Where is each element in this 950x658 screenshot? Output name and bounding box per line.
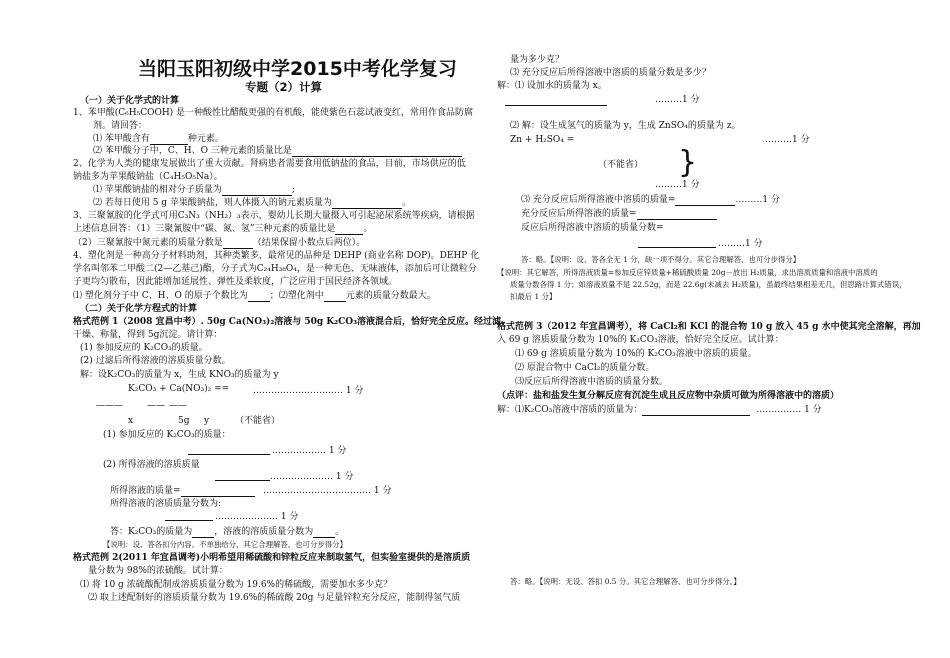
question-1-line-2: 剂。请回答： <box>93 121 148 131</box>
answer-blank[interactable] <box>192 528 214 538</box>
question-1-line-1: 1、苯甲酸(C₆H₅COOH) 是一种酸性比醋酸更强的有机酸，能使紫色石蕊试液变红，常用作食品防腐 <box>73 108 474 118</box>
example-3-score: …………… 1 分 <box>756 405 822 415</box>
example-1-answer <box>110 527 344 538</box>
example-3-question-1: ⑴ 69 g 溶质质量分数为 10%的 K₂CO₃溶液中溶质的质量。 <box>515 349 757 359</box>
section-heading-formula: （一）关于化学式的计算 <box>80 96 180 106</box>
sub-question-1: (1) 参加反应的 K₂CO₃的质量： <box>103 430 231 440</box>
question-3-line-3 <box>73 238 365 249</box>
answer-blank[interactable] <box>637 210 717 220</box>
example-2-answer: 答：略。【说明：设、答各全无 1 分，缺一项不得分。其它合理解答、也可分步得分】 <box>521 255 801 264</box>
example-2-note-line-1: 【说明：其它解答，所得溶液质量=参加反应锌质量+稀硫酸质量 20g－放出 H₂质量，求出溶质质量和溶液中溶质的 <box>497 268 878 277</box>
question-1-part-2-text: ⑵ 苯甲酸分子中，C、H、O 三种元素的质量比是 <box>93 146 292 156</box>
question-1-part-1 <box>93 134 224 145</box>
example-1-line-2: 干燥、称量，得到 5g沉淀。请计算： <box>73 330 223 340</box>
example-1-answer-c: 。 <box>335 527 345 537</box>
question-4-line-2: 学名叫邻苯二甲酸二(2—乙基己)酯，分子式为C₂₄H₃₈O₄，是一种无色、无味液体，添加后可让微粒分 <box>73 264 477 274</box>
question-4-part-2-text: ；⑵塑化剂中 <box>269 291 324 301</box>
mass-5g: 5g <box>178 416 190 426</box>
dash-mark: —— <box>169 401 187 411</box>
question-2-part-1: ⑴ 苹果酸钠盐的相对分子质量为 ; <box>93 185 295 195</box>
solute-mass-label: ⑶ 充分反应后所得溶液中溶质的质量= <box>521 195 676 205</box>
mass-y: y <box>204 416 210 426</box>
answer-blank[interactable] <box>675 196 735 206</box>
question-4-line-3: 子更均匀散布，因此能增加延展性、弹性及柔软度，广泛应用于国民经济各领域。 <box>73 277 398 287</box>
question-4-line-4 <box>73 291 436 302</box>
example-3-question-3: ⑶反应后所得溶液中溶质的质量分数。 <box>515 377 669 387</box>
example-1-note: 【说明：设、答各扣分内容。不单独给分，其它合理解答、也可分步得分】 <box>103 540 347 549</box>
example-2-solution-2: ⑵ 解：设生成氢气的质量为 y，生成 ZnSO₄的质量为 z。 <box>510 121 741 131</box>
question-2-part-1-text: ⑴ 苹果酸钠盐的相对分子质量为 <box>93 185 222 195</box>
score-dots: ………………… 1 分 <box>270 472 354 482</box>
solution-mass <box>110 486 255 497</box>
question-1-part-2 <box>93 146 462 157</box>
example-1-answer-a: 答：K₂CO₃的质量为 <box>110 527 193 537</box>
example-2-question-3: ⑶ 充分反应后所得溶液中溶质的质量分数是多少？ <box>510 68 711 78</box>
question-3-part-1-text: 上述信息回答：（1）三聚氰胺中“碳、氮、氢”三种元素的质量比是 <box>73 224 336 234</box>
example-1-question-2: (2) 过滤后所得溶液的溶质质量分数。 <box>80 356 231 366</box>
question-3-line-1: 3、三聚氰胺的化学式可用C₃N₃（NH₂）₃表示，婴幼儿长期大量摄入可引起泌尿系统等疾病，请根据 <box>73 211 475 221</box>
answer-blank[interactable] <box>150 135 188 145</box>
answer-blank[interactable] <box>223 239 253 249</box>
answer-blank[interactable] <box>313 528 335 538</box>
example-2-question-2-cont: 量为多少克？ <box>510 55 565 65</box>
example-3-line-2: 入 69 g 溶质质量分数为 10%的 K₂CO₃溶液，恰好完全反应。试计算： <box>497 335 784 345</box>
example-2-question-1: ⑴ 将 10 g 浓硫酸配制成溶质质量分数为 19.6%的稀硫酸，需要加水多少克？ <box>80 580 393 590</box>
solute-mass-score: ………1 分 <box>735 195 780 205</box>
score-dots: ………1 分 <box>718 239 763 249</box>
page-subtitle: 专题（2）计算 <box>245 80 323 94</box>
section-heading-equation: （二）关于化学方程式的计算 <box>80 304 198 314</box>
example-1-answer-b: ，溶液的溶质质量分数为 <box>214 527 314 537</box>
answer-blank[interactable] <box>181 487 255 497</box>
page-title: 当阳玉阳初级中学2015中考化学复习 <box>138 58 457 80</box>
question-2-part-2-tail: 。 <box>401 198 411 208</box>
mass-x: x <box>128 416 134 426</box>
answer-blank[interactable] <box>222 186 292 196</box>
question-2-part-2-text: ⑵ 若每日使用 5 g 苹果酸钠盐，则人体摄入的钠元素质量为 <box>93 198 332 208</box>
solution-mass-right-label: 充分反应后所得溶液的质量= <box>521 209 637 219</box>
brace-symbol: } <box>678 145 698 180</box>
zinc-equation: Zn + H₂SO₄ = <box>510 135 575 145</box>
equation-line: K₂CO₃ + Ca(NO₃)₂ == <box>128 384 230 394</box>
score-dots: ………1 分 <box>655 95 700 105</box>
answer-blank-line[interactable] <box>505 95 607 106</box>
solution-mass-line <box>521 209 717 220</box>
score-dots: ……………………………… 1 分 <box>263 486 392 496</box>
score-dots: ………1 分 <box>655 180 700 190</box>
dash-mark: —— <box>147 401 165 411</box>
question-2-line-2: 钠盐多为苹果酸钠盐（C₄H₅O₅Na）。 <box>73 172 223 182</box>
solute-mass-line <box>521 195 780 206</box>
must-not-omit-note: （不能省） <box>235 416 281 426</box>
answer-blank-line[interactable] <box>638 237 716 248</box>
solute-fraction: 所得溶液的溶质质量分数为: <box>110 499 222 509</box>
example-3-question-2: ⑵ 原混合物中 CaCl₂的质量分数。 <box>515 363 655 373</box>
question-4-line-1: 4、塑化剂是一种高分子材料助剂，其种类繁多，最常见的品种是 DEHP (商业名称 DOP)。DEHP 化 <box>73 251 480 261</box>
question-1-part-1-text: ⑴ 苯甲酸含有 <box>93 134 150 144</box>
sub-question-2: (2) 所得溶液的溶质质量 <box>103 460 200 470</box>
example-2-line-2: 量分数为 98%的浓硫酸。试计算： <box>88 566 228 576</box>
answer-blank-line[interactable] <box>188 444 270 455</box>
answer-blank[interactable] <box>332 199 402 209</box>
question-2-line-1: 2、化学为人类的健康发展做出了重大贡献。肾病患者需要食用低钠盐的食品，目前，市场供应的低 <box>73 159 466 169</box>
answer-blank[interactable] <box>642 406 750 416</box>
question-4-part-1-text: ⑴ 塑化剂分子中 C、H、O 的原子个数比为 <box>73 291 248 301</box>
answer-blank[interactable] <box>292 147 462 157</box>
must-not-omit-note: （不能省） <box>598 160 644 170</box>
solute-fraction-line: 反应后所得溶液中溶质的质量分数= <box>521 223 664 233</box>
answer-blank-line[interactable] <box>215 470 270 481</box>
example-3-solution <box>497 405 822 416</box>
question-3-part-2-tail: （结果保留小数点后两位）。 <box>252 238 366 248</box>
example-3-answer: 答：略。【说明：无设、答扣 0.5 分。其它合理解答、也可分步得分。】 <box>510 577 741 586</box>
solution-mass-label: 所得溶液的质量= <box>110 486 181 496</box>
question-1-part-1-tail: 种元素。 <box>187 134 224 144</box>
example-2-note-line-2: 质量分数各得 1 分；如溶液质量不是 22.52g，而是 22.6g(未减去 H₂质量)，虽最终结果相差无几，但思路计算式错误， <box>510 280 907 289</box>
score-dots: ………………………… 1 分 <box>253 386 364 396</box>
score-dots: ……………… 1 分 <box>272 446 347 456</box>
example-3-tip: （点评：盐和盐发生复分解反应有沉淀生成且反应物中杂质可做为所得溶液中的溶质） <box>497 391 840 401</box>
question-2-part-2 <box>93 198 411 209</box>
answer-blank[interactable] <box>335 225 363 235</box>
example-2-note-line-3: 扣最后 1 分】 <box>510 292 557 301</box>
example-1-solution-setup: 解：设K₂CO₃的质量为 x，生成 KNO₃的质量为 y <box>80 370 279 380</box>
example-2-solution-1: 解：⑴ 设加水的质量为 x。 <box>497 81 607 91</box>
example-2-question-2: ⑵ 取上述配制好的溶质质量分数为 19.6%的稀硫酸 20g 与足量锌粒充分反应，能制得氢气质 <box>88 593 461 603</box>
example-1-line-1: 格式范例 1（2008 宜昌中考）. 50g Ca(NO₃)₂溶液与 50g K₂CO₃溶液混合后，恰好完全反应。经过滤、 <box>73 317 511 327</box>
example-1-question-1: (1) 参加反应的 K₂CO₃的质量。 <box>80 343 208 353</box>
dash-mark: ——— <box>96 401 123 411</box>
score-dots: ………………… 1 分 <box>215 512 299 522</box>
question-3-part-2-text: （2）三聚氰胺中氮元素的质量分数是 <box>73 238 223 248</box>
answer-blank[interactable] <box>248 292 270 302</box>
question-3-part-1-tail: 。 <box>363 224 373 234</box>
answer-blank[interactable] <box>324 292 346 302</box>
example-2-line-1: 格式范例 2(2011 年宜昌调考)小明希望用稀硫酸和锌粒反应来制取氢气，但实验室提供的是溶质质 <box>73 553 471 563</box>
answer-blank-line[interactable] <box>165 510 213 521</box>
example-3-solution-label: 解：⑴K₂CO₃溶液中溶质的质量为： <box>497 405 643 415</box>
question-4-part-2-tail: 元素的质量分数最大。 <box>345 291 436 301</box>
example-3-line-1: 格式范例 3（2012 年宜昌调考），将 CaCl₂和 KCl 的混合物 10 g 放入 45 g 水中使其完全溶解，再加 <box>497 322 921 332</box>
question-3-line-2 <box>73 224 372 235</box>
score-dots: ………1 分 <box>765 135 810 145</box>
